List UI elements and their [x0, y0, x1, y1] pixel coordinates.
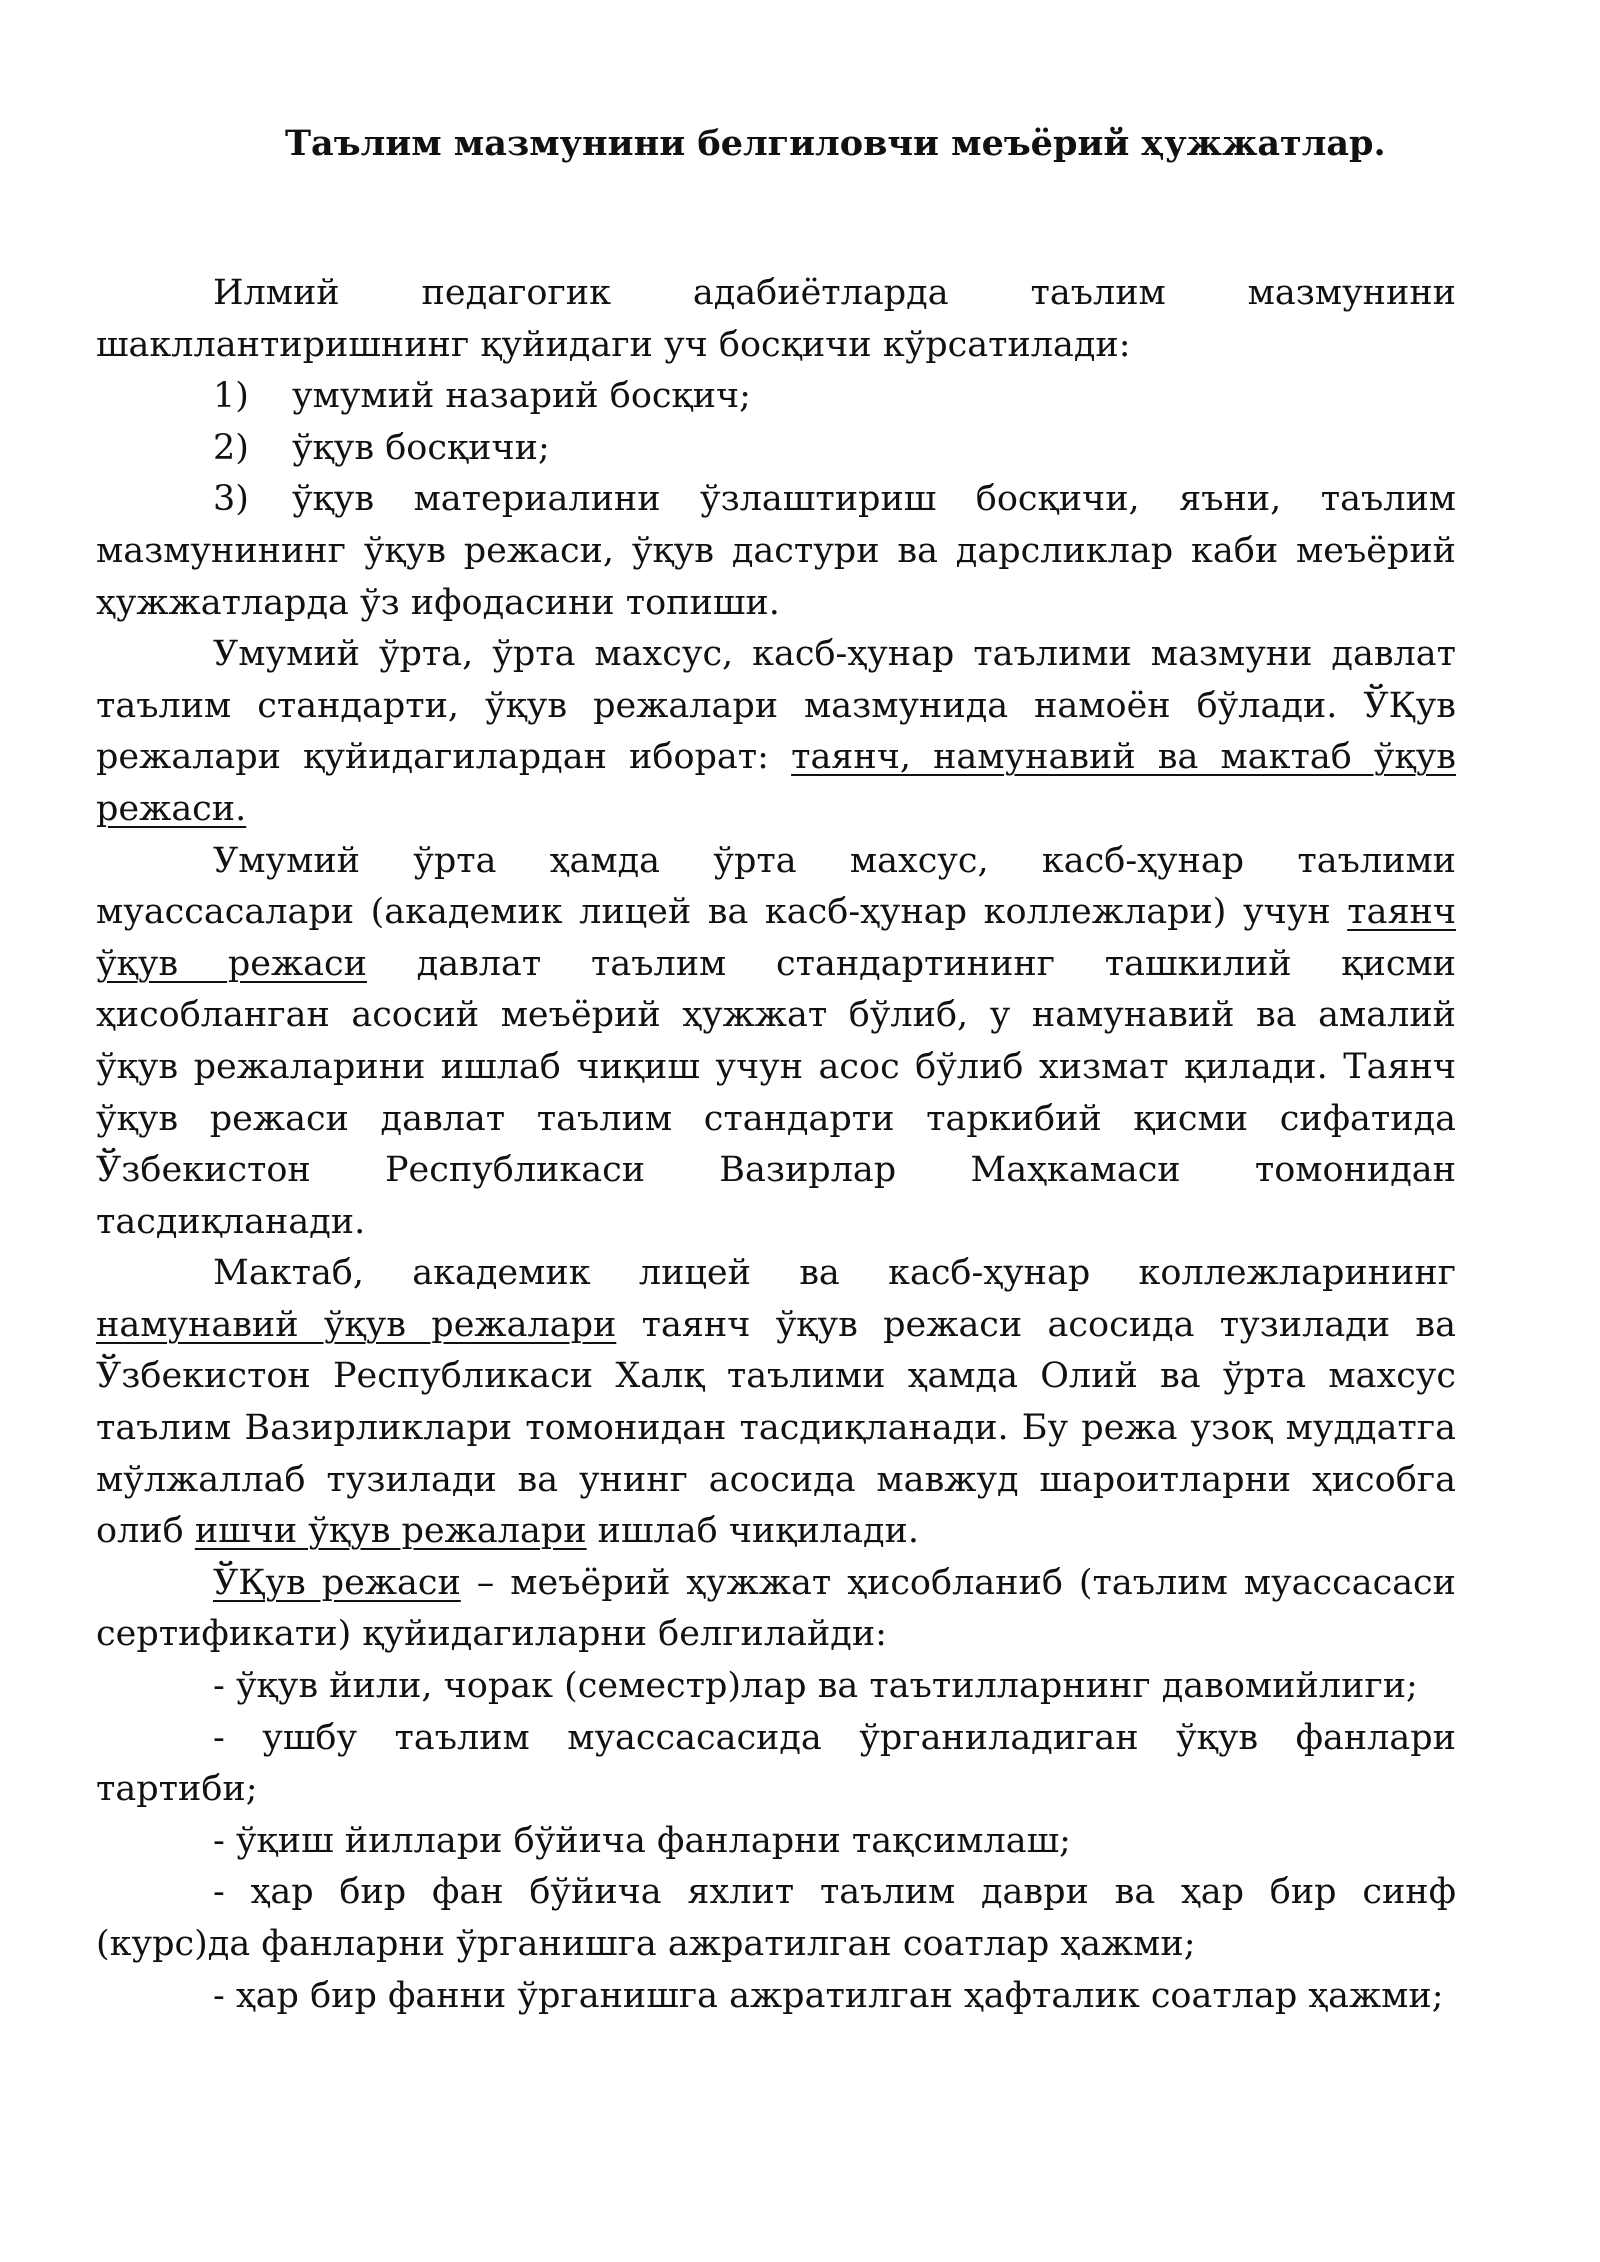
underlined-term: таянч, намунавий ва мактаб ўқув режаси.: [96, 737, 1456, 829]
list-number: 2): [213, 427, 249, 468]
dash-item: - ўқиш йиллари бўйича фанларни тақсимлаш;: [213, 1820, 1071, 1861]
list-text: умумий назарий босқич;: [292, 376, 751, 417]
model-curriculum-paragraph: [96, 1248, 1456, 1558]
list-item: [96, 474, 1456, 629]
list-number: 3): [213, 479, 249, 520]
underlined-term: намунавий ўқув режалари: [96, 1304, 617, 1345]
paragraph-text: Мактаб, академик лицей ва касб-ҳунар коллежларининг: [213, 1253, 1456, 1294]
list-item: [96, 423, 1456, 475]
dash-item: - ушбу таълим муассасасида ўрганиладиган ўқув фанлари тартиби;: [96, 1717, 1456, 1810]
basic-curriculum-paragraph: [96, 836, 1456, 1249]
list-text: ўқув материалини ўзлаштириш босқичи, яъни, таълим мазмунининг ўқув режаси, ўқув дастури ва дарсликлар каби меъёрий ҳужжатларда ўз ифодасини топиши.: [96, 479, 1456, 623]
list-item: [96, 371, 1456, 423]
list-text: ўқув босқичи;: [292, 427, 550, 468]
document-title: Таълим мазмунини белгиловчи меъёрий ҳужжатлар.: [285, 123, 1386, 164]
intro-paragraph: Илмий педагогик адабиётларда таълим мазмунини шакллантиришнинг қуйидаги уч босқичи кўрсатилади:: [96, 273, 1456, 365]
paragraph-text: Умумий ўрта, ўрта махсус, касб-ҳунар таълими мазмуни давлат таълим стандарти, ўқув режалари мазмунида намоён бўлади. ЎҚув режалари қуйидагилардан иборат:: [96, 634, 1456, 778]
dash-item: - ҳар бир фан бўйича яхлит таълим даври ва ҳар бир синф (курс)да фанларни ўрганишга ажратилган соатлар ҳажми;: [96, 1872, 1456, 1964]
paragraph-text: таянч ўқув режаси асосида тузилади ва Ўзбекистон Республикаси Халқ таълими ҳамда Олий ва ўрта махсус таълим Вазирликлари томонидан тасдиқланади. Бу режа узоқ муддатга мўлжаллаб тузилади ва унинг асосида мавжуд шароитларни ҳисобга олиб: [96, 1304, 1456, 1552]
curriculum-types-paragraph: [96, 629, 1456, 835]
list-number: 1): [213, 376, 249, 417]
underlined-term: таянч ўқув режаси: [96, 892, 1456, 984]
document-body: [96, 268, 1456, 2022]
paragraph-text: – меъёрий ҳужжат ҳисобланиб (таълим муассасаси сертификати) қуйидагиларни белгилайди:: [96, 1562, 1456, 1655]
dash-item: - ҳар бир фанни ўрганишга ажратилган ҳафталик соатлар ҳажми;: [213, 1975, 1444, 2016]
underlined-term: ишчи ўқув режалари: [194, 1511, 587, 1552]
curriculum-definition-paragraph: [96, 1558, 1456, 1661]
dash-item: - ўқув йили, чорак (семестр)лар ва таътилларнинг давомийлиги;: [213, 1666, 1418, 1707]
paragraph-text: давлат таълим стандартининг ташкилий қисми ҳисобланган асосий меъёрий ҳужжат бўлиб, у намунавий ва амалий ўқув режаларини ишлаб чиқиш учун асос бўлиб хизмат қилади. Таянч ўқув режаси давлат таълим стандарти таркибий қисми сифатида Ўзбекистон Республикаси Вазирлар Маҳкамаси томонидан тасдиқланади.: [96, 943, 1456, 1242]
paragraph-text: ишлаб чиқилади.: [586, 1511, 919, 1552]
paragraph-text: Умумий ўрта ҳамда ўрта махсус, касб-ҳунар таълими муассасалари (академик лицей ва касб-ҳунар коллежлари) учун: [96, 840, 1456, 933]
underlined-term: ЎҚув режаси: [213, 1562, 461, 1603]
